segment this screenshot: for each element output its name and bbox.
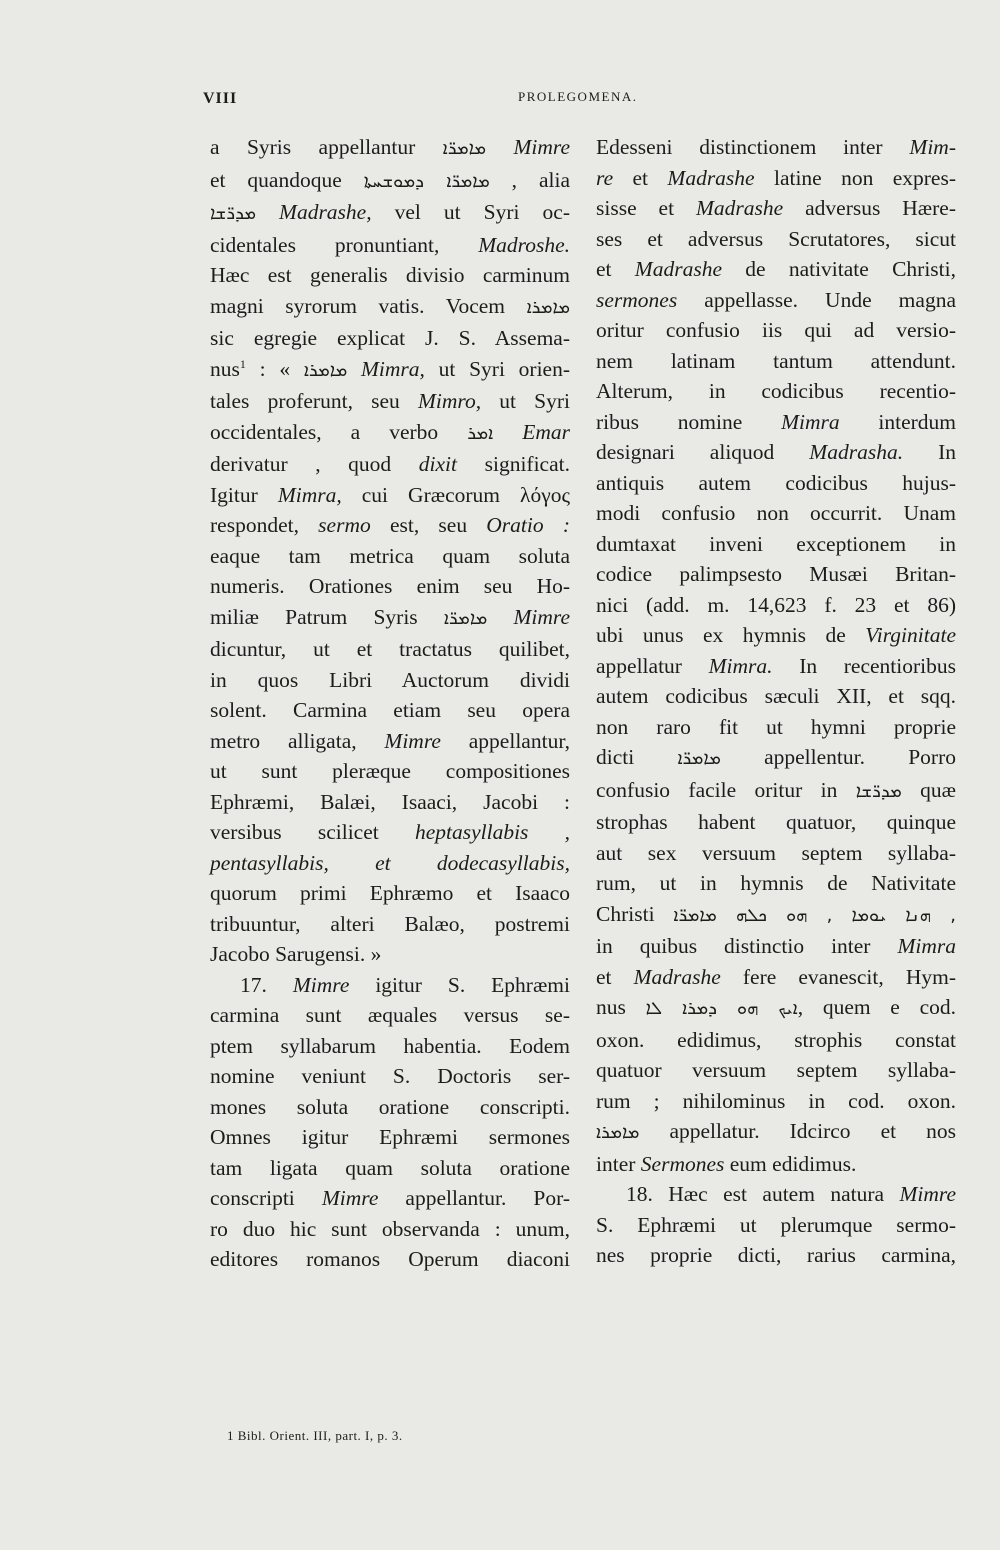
text-line xyxy=(210,1122,570,1153)
text-segment: ptem syllabarum habentia. Eodem xyxy=(210,1033,570,1058)
text-segment: et xyxy=(613,165,668,190)
text-line xyxy=(596,838,956,869)
text-segment: nes proprie dicti, rarius carmina, xyxy=(596,1243,956,1267)
italic-term: Mimra xyxy=(781,409,840,434)
text-line xyxy=(596,498,956,529)
text-segment: a Syris appellantur xyxy=(210,135,443,159)
text-line xyxy=(596,163,956,194)
text-line xyxy=(210,571,570,602)
text-segment: Omnes igitur Ephræmi sermones xyxy=(210,1125,570,1149)
text-segment: de nativitate Christi, xyxy=(721,257,956,281)
text-line xyxy=(596,1116,956,1149)
text-segment: ses et adversus Scrutatores, sicut xyxy=(596,226,956,251)
italic-term: Mimre xyxy=(292,972,350,997)
text-segment: designari aliquod xyxy=(596,440,810,464)
text-line xyxy=(210,132,570,165)
italic-term: re xyxy=(596,165,614,190)
italic-term: Mimra xyxy=(897,934,956,958)
italic-term: Virginitate xyxy=(865,623,956,647)
text-line xyxy=(596,1210,956,1241)
italic-term: Mim- xyxy=(909,135,956,159)
running-head: PROLEGOMENA. xyxy=(518,89,638,104)
text-segment: tam ligata quam soluta oratione xyxy=(210,1155,570,1180)
text-segment: 18. Hæc est autem natura xyxy=(626,1182,900,1206)
text-line xyxy=(210,165,570,198)
text-segment: sisse et xyxy=(596,196,696,220)
italic-term: Emar xyxy=(522,419,570,444)
text-line xyxy=(596,468,956,499)
text-line xyxy=(210,260,570,291)
italic-term: Oratio : xyxy=(486,513,570,537)
italic-term: Mimre xyxy=(899,1182,956,1206)
text-segment: modi confusio non occurrit. Unam xyxy=(596,501,956,525)
text-line xyxy=(210,1244,570,1275)
text-segment: quatuor versuum septem syllaba- xyxy=(596,1058,956,1082)
syriac-word: ܡܕܪ̈ܫܐ xyxy=(210,203,256,224)
text-line xyxy=(210,787,570,818)
text-segment: aut sex versuum septem syllaba- xyxy=(596,840,956,865)
footnote: 1 Bibl. Orient. III, part. I, p. 3. xyxy=(227,1428,403,1443)
text-line xyxy=(596,285,956,316)
text-segment: In xyxy=(903,440,956,464)
page-number: VIII xyxy=(203,90,238,107)
text-line xyxy=(210,1031,570,1062)
text-line xyxy=(596,1086,956,1117)
text-segment: appellatur xyxy=(596,653,709,678)
text-line xyxy=(210,817,570,848)
text-line xyxy=(210,878,570,909)
text-segment: nus xyxy=(210,356,240,381)
text-line xyxy=(596,868,956,899)
text-line xyxy=(596,1240,956,1271)
text-segment: non raro fit ut hymni proprie xyxy=(596,714,956,739)
text-line xyxy=(596,529,956,560)
text-segment: inter xyxy=(596,1151,641,1176)
text-line xyxy=(596,1025,956,1056)
text-segment: respondet, xyxy=(210,513,319,537)
syriac-word: ܡܐܡܪ̈ܐ xyxy=(442,138,487,159)
italic-term: Mimra, xyxy=(360,356,425,381)
text-segment: ribus nomine xyxy=(596,409,782,434)
italic-term: pentasyllabis, et dodecasyllabis, xyxy=(210,850,570,875)
text-segment xyxy=(487,605,513,629)
text-segment: ut Syri orien- xyxy=(424,356,570,381)
text-line xyxy=(596,651,956,682)
text-line xyxy=(210,417,570,450)
text-segment: appellantur. Por- xyxy=(378,1186,570,1210)
italic-term: Mimra, xyxy=(277,482,342,507)
text-segment: fere evanescit, Hym- xyxy=(720,964,956,989)
text-segment: appellasse. Unde magna xyxy=(677,287,956,312)
text-segment: Igitur xyxy=(210,482,278,507)
text-line xyxy=(596,193,956,224)
text-segment: et xyxy=(596,257,635,281)
text-segment: autem codicibus sæculi XII, et sqq. xyxy=(596,684,956,708)
text-segment: 17. xyxy=(240,972,293,997)
syriac-word: ܐܝܟ ܗܘ ܕܡܪܐ ܠܐ xyxy=(645,998,798,1019)
text-segment: antiquis autem codicibus hujus- xyxy=(596,470,956,495)
text-segment: appellantur, xyxy=(440,728,570,753)
text-segment: , alia xyxy=(489,167,570,192)
text-segment: appellentur. Porro xyxy=(720,745,956,769)
text-segment: conscripti xyxy=(210,1186,322,1210)
right-text-column xyxy=(596,132,956,1271)
text-line xyxy=(210,1000,570,1031)
italic-term: Mimre xyxy=(321,1186,379,1210)
text-segment: oxon. edidimus, strophis constat xyxy=(596,1027,956,1052)
text-segment: , quem e cod. xyxy=(797,995,956,1019)
footnote-marker: 1 xyxy=(239,356,246,371)
syriac-word: ܡܐܡܪܐ xyxy=(526,296,570,318)
text-segment: mones soluta oratione conscripti. xyxy=(210,1094,570,1119)
text-line xyxy=(596,620,956,651)
text-line xyxy=(596,1179,956,1210)
text-line xyxy=(596,224,956,255)
text-segment: versibus scilicet xyxy=(210,820,415,844)
text-line xyxy=(210,510,570,541)
text-line xyxy=(596,559,956,590)
text-line xyxy=(210,848,570,879)
text-segment: oritur confusio iis qui ad versio- xyxy=(596,318,956,342)
text-segment: Hæc est generalis divisio carminum xyxy=(210,263,570,287)
text-segment: igitur S. Ephræmi xyxy=(349,972,570,997)
text-line xyxy=(210,354,570,387)
text-line xyxy=(596,254,956,285)
text-segment: nici (add. m. 14,623 f. 23 et 86) xyxy=(596,592,956,617)
text-line xyxy=(596,992,956,1025)
text-line xyxy=(210,1183,570,1214)
text-segment: in quos Libri Auctorum dividi xyxy=(210,667,570,692)
text-segment: nem latinam tantum attendunt. xyxy=(596,348,956,373)
text-segment: ro duo hic sunt observanda : unum, xyxy=(210,1216,570,1241)
text-line xyxy=(596,376,956,407)
text-line xyxy=(210,1214,570,1245)
text-line xyxy=(210,449,570,480)
text-line xyxy=(210,602,570,635)
syriac-word: ܡܐܡܪ̈ܐ ܕܡܘܫܚܬܐ xyxy=(363,170,490,192)
text-line xyxy=(210,970,570,1001)
text-segment: : « xyxy=(245,356,304,381)
text-segment: eaque tam metrica quam soluta xyxy=(210,543,570,568)
text-line xyxy=(210,634,570,665)
text-line xyxy=(210,665,570,696)
text-line xyxy=(596,742,956,775)
text-segment: S. Ephræmi ut plerumque sermo- xyxy=(596,1212,956,1237)
text-segment: tribuuntur, alteri Balæo, postremi xyxy=(210,911,570,936)
text-line xyxy=(210,1092,570,1123)
left-text-column xyxy=(210,132,570,1275)
text-line xyxy=(596,775,956,808)
text-segment xyxy=(347,357,361,381)
text-segment xyxy=(256,200,279,224)
italic-term: sermones xyxy=(596,287,678,312)
italic-term: Madrashe xyxy=(633,964,721,989)
text-line xyxy=(210,230,570,261)
text-segment: codice palimpsesto Musæi Britan- xyxy=(596,562,956,586)
text-segment: Christi xyxy=(596,901,674,926)
text-segment: carmina sunt æquales versus se- xyxy=(210,1003,570,1027)
syriac-word: ܡܐܡܪ̈ܐ xyxy=(677,748,721,769)
text-line xyxy=(210,695,570,726)
text-line xyxy=(210,1153,570,1184)
text-segment: significat. xyxy=(457,452,570,476)
text-segment: In recentioribus xyxy=(772,653,956,678)
italic-term: heptasyllabis , xyxy=(414,820,570,844)
syriac-word: ܡܕܪ̈ܫܐ xyxy=(855,780,902,802)
text-line xyxy=(596,931,956,962)
text-segment: quæ xyxy=(901,777,956,802)
text-line xyxy=(596,407,956,438)
text-segment: solent. Carmina etiam seu opera xyxy=(210,698,570,722)
text-segment: quorum primi Ephræmo et Isaaco xyxy=(210,881,570,905)
italic-term: Mimro, xyxy=(417,389,482,413)
syriac-word: ܗܢܐ ܝܘܡܐ , ܗܘ ܟܠܗ ܡܐܡܪ̈ܐ , xyxy=(673,904,956,926)
italic-term: Mimre xyxy=(513,604,570,629)
text-segment: editores romanos Operum diaconi xyxy=(210,1247,570,1271)
text-line xyxy=(210,756,570,787)
text-line xyxy=(596,681,956,712)
text-segment: est, seu xyxy=(370,513,487,537)
text-segment: occidentales, a verbo xyxy=(210,419,468,444)
italic-term: dixit xyxy=(418,452,457,476)
text-segment: numeris. Orationes enim seu Ho- xyxy=(210,574,570,598)
italic-term: Madroshe. xyxy=(478,232,570,257)
text-line xyxy=(596,437,956,468)
text-segment: confusio facile oritur in xyxy=(596,777,856,802)
italic-term: Madrashe, xyxy=(279,200,372,224)
syriac-word: ܡܐܡܪܐ xyxy=(596,1122,640,1143)
text-line xyxy=(596,132,956,163)
text-line xyxy=(210,939,570,970)
text-segment: in quibus distinctio inter xyxy=(596,934,898,958)
text-line xyxy=(596,899,956,932)
text-segment: miliæ Patrum Syris xyxy=(210,604,444,629)
text-segment: rum ; nihilominus in cod. oxon. xyxy=(596,1088,956,1113)
text-segment: interdum xyxy=(839,409,956,434)
text-segment: eum edidimus. xyxy=(724,1151,857,1176)
text-segment: magni syrorum vatis. Vocem xyxy=(210,293,527,318)
syriac-word: ܐܡܪ xyxy=(467,422,494,444)
text-line xyxy=(596,1055,956,1086)
text-segment: sic egregie explicat J. S. Assema- xyxy=(210,326,570,350)
italic-term: Madrashe xyxy=(696,196,784,220)
text-line xyxy=(210,386,570,417)
text-segment: et xyxy=(596,964,634,989)
text-segment: vel ut Syri oc- xyxy=(371,200,570,224)
text-segment: strophas habent quatuor, quinque xyxy=(596,810,956,834)
text-segment: appellatur. Idcirco et nos xyxy=(639,1119,956,1143)
text-segment: Alterum, in codicibus recentio- xyxy=(596,379,956,403)
text-line xyxy=(210,480,570,511)
text-segment: nomine veniunt S. Doctoris ser- xyxy=(210,1064,570,1088)
text-line xyxy=(596,712,956,743)
text-segment: rum, ut in hymnis de Nativitate xyxy=(596,871,956,895)
italic-term: Madrashe xyxy=(634,257,722,281)
text-line xyxy=(210,909,570,940)
text-segment: Ephræmi, Balæi, Isaaci, Jacobi : xyxy=(210,789,570,814)
italic-term: Mimra. xyxy=(708,653,773,678)
italic-term: Sermones xyxy=(640,1151,725,1176)
text-segment: ut Syri xyxy=(481,389,570,413)
text-segment: Jacobo Sarugensi. » xyxy=(210,942,382,966)
italic-term: Mimre xyxy=(384,728,441,753)
text-segment xyxy=(486,135,513,159)
text-line xyxy=(596,1149,956,1180)
text-line xyxy=(596,346,956,377)
text-line xyxy=(210,726,570,757)
text-segment: cui Græcorum λόγος xyxy=(341,482,570,507)
text-line xyxy=(596,962,956,993)
text-segment: ut sunt pleræque compositiones xyxy=(210,759,570,783)
italic-term: Madrashe xyxy=(667,165,755,190)
text-line xyxy=(210,323,570,354)
text-segment: dicuntur, ut et tractatus quilibet, xyxy=(210,637,570,661)
text-line xyxy=(596,590,956,621)
syriac-word: ܡܐܡܪܐ xyxy=(303,359,348,381)
italic-term: sermo xyxy=(318,513,371,537)
text-segment: et quandoque xyxy=(210,167,364,192)
text-line xyxy=(210,291,570,324)
text-segment: dicti xyxy=(596,745,678,769)
syriac-word: ܡܐܡܪ̈ܐ xyxy=(443,607,488,629)
italic-term: Madrasha. xyxy=(809,440,904,464)
italic-term: Mimre xyxy=(513,135,570,159)
text-segment: Edesseni distinctionem inter xyxy=(596,135,910,159)
text-line xyxy=(210,197,570,230)
text-segment: tales proferunt, seu xyxy=(210,389,418,413)
text-segment: nus xyxy=(596,995,646,1019)
text-segment: metro alligata, xyxy=(210,728,385,753)
text-segment: ubi unus ex hymnis de xyxy=(596,623,866,647)
text-line xyxy=(210,541,570,572)
text-line xyxy=(210,1061,570,1092)
text-segment: derivatur , quod xyxy=(210,452,419,476)
text-segment: adversus Hære- xyxy=(783,196,956,220)
text-segment xyxy=(493,420,522,444)
text-line xyxy=(596,807,956,838)
text-line xyxy=(596,315,956,346)
text-segment: latine non expres- xyxy=(754,165,956,190)
text-segment: cidentales pronuntiant, xyxy=(210,232,479,257)
text-segment: dumtaxat inveni exceptionem in xyxy=(596,531,956,556)
